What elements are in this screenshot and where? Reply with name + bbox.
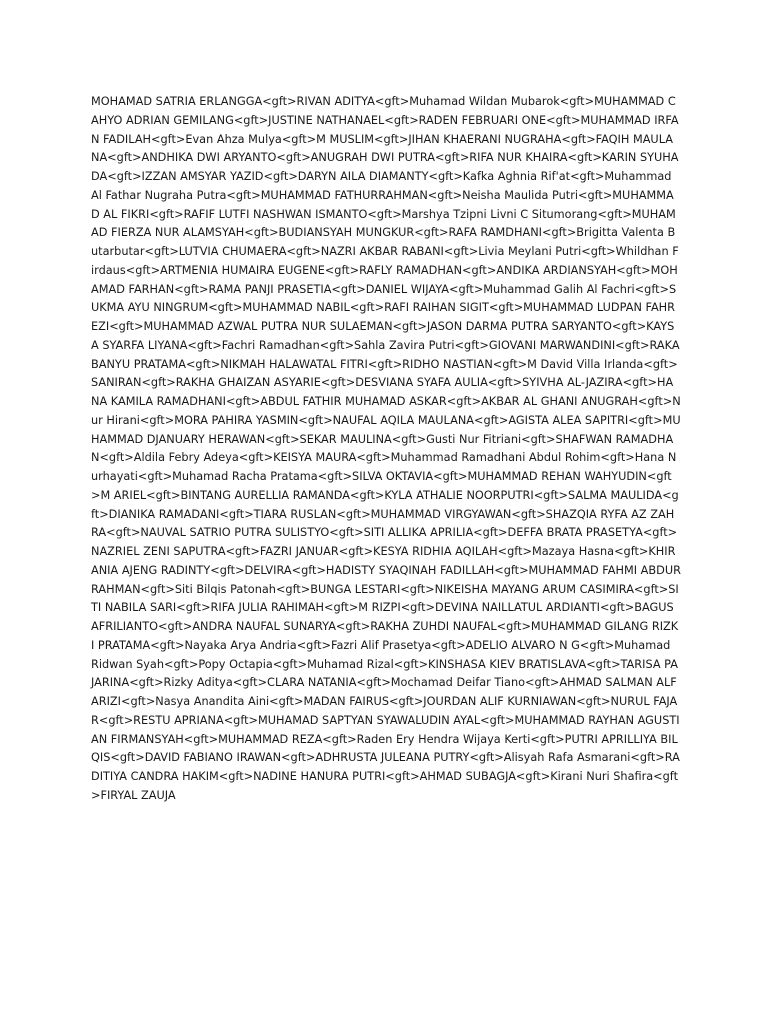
name-list-paragraph: MOHAMAD SATRIA ERLANGGA<gft>RIVAN ADITYA<gft>Muhamad Wildan Mubarok<gft>MUHAMMAD CAHYO ADRIAN GEMILANG<gft>JUSTINE NATHANAEL<gft>RADEN FEBRUARI ONE<gft>MUHAMMAD IRFAN FADILAH<gft>Evan Ahza Mulya<gft>M MUSLIM<gft>JIHAN KHAERANI NUGRAHA<gft>FAQIH MAULANA<gft>ANDHIKA DWI ARYANTO<gft>ANUGRAH DWI PUTRA<gft>RIFA NUR KHAIRA<gft>KARIN SYUHADA<gft>IZZAN AMSYAR YAZID<gft>DARYN AILA DIAMANTY<gft>Kafka Aghnia Rif'at<gft>Muhammad Al Fathar Nugraha Putra<gft>MUHAMMAD FATHURRAHMAN<gft>Neisha Maulida Putri<gft>MUHAMMAD AL FIKRI<gft>RAFIF LUTFI NASHWAN ISMANTO<gft>Marshya Tzipni Livni C Situmorang<gft>MUHAMAD FIERZA NUR ALAMSYAH<gft>BUDIANSYAH MUNGKUR<gft>RAFA RAMDHANI<gft>Brigitta Valenta Butarbutar<gft>LUTVIA CHUMAERA<gft>NAZRI AKBAR RABANI<gft>Livia Meylani Putri<gft>Whildhan Firdaus<gft>ARTMENIA HUMAIRA EUGENE<gft>RAFLY RAMADHAN<gft>ANDIKA ARDIANSYAH<gft>MOHAMAD FARHAN<gft>RAMA PANJI PRASETIA<gft>DANIEL WIJAYA<gft>Muhammad Galih Al Fachri<gft>SUKMA AYU NINGRUM<gft>MUHAMMAD NABIL<gft>RAFI RAIHAN SIGIT<gft>MUHAMMAD LUDPAN FAHREZI<gft>MUHAMMAD AZWAL PUTRA NUR SULAEMAN<gft>JASON DARMA PUTRA SARYANTO<gft>KAYSA SYARFA LIYANA<gft>Fachri Ramadhan<gft>Sahla Zavira Putri<gft>GIOVANI MARWANDINI<gft>RAKA BANYU PRATAMA<gft>NIKMAH HALAWATAL FITRI<gft>RIDHO NASTIAN<gft>M David Villa Irlanda<gft>SANIRAN<gft>RAKHA GHAIZAN ASYARIE<gft>DESVIANA SYAFA AULIA<gft>SYIVHA AL-JAZIRA<gft>HANA KAMILA RAMADHANI<gft>ABDUL FATHIR MUHAMAD ASKAR<gft>AKBAR AL GHANI ANUGRAH<gft>Nur Hirani<gft>MORA PAHIRA YASMIN<gft>NAUFAL AQILA MAULANA<gft>AGISTA ALEA SAPITRI<gft>MUHAMMAD DJANUARY HERAWAN<gft>SEKAR MAULINA<gft>Gusti Nur Fitriani<gft>SHAFWAN RAMADHAN<gft>Aldila Febry Adeya<gft>KEISYA MAURA<gft>Muhammad Ramadhani Abdul Rohim<gft>Hana Nurhayati<gft>Muhamad Racha Pratama<gft>SILVA OKTAVIA<gft>MUHAMMAD REHAN WAHYUDIN<gft>M ARIEL<gft>BINTANG AURELLIA RAMANDA<gft>KYLA ATHALIE NOORPUTRI<gft>SALMA MAULIDA<gft>DIANIKA RAMADANI<gft>TIARA RUSLAN<gft>MUHAMMAD VIRGYAWAN<gft>SHAZQIA RYFA AZ ZAHRA<gft>NAUVAL SATRIO PUTRA SULISTYO<gft>SITI ALLIKA APRILIA<gft>DEFFA BRATA PRASETYA<gft>NAZRIEL ZENI SAPUTRA<gft>FAZRI JANUAR<gft>KESYA RIDHIA AQILAH<gft>Mazaya Hasna<gft>KHIRANIA AJENG RADINTY<gft>DELVIRA<gft>HADISTY SYAQINAH FADILLAH<gft>MUHAMMAD FAHMI ABDURRAHMAN<gft>Siti Bilqis Patonah<gft>BUNGA LESTARI<gft>NIKEISHA MAYANG ARUM CASIMIRA<gft>SITI NABILA SARI<gft>RIFA JULIA RAHIMAH<gft>M RIZPI<gft>DEVINA NAILLATUL ARDIANTI<gft>BAGUS AFRILIANTO<gft>ANDRA NAUFAL SUNARYA<gft>RAKHA ZUHDI NAUFAL<gft>MUHAMMAD GILANG RIZKI PRATAMA<gft>Nayaka Arya Andria<gft>Fazri Alif Prasetya<gft>ADELIO ALVARO N G<gft>Muhamad Ridwan Syah<gft>Popy Octapia<gft>Muhamad Rizal<gft>KINSHASA KIEV BRATISLAVA<gft>TARISA PAJARINA<gft>Rizky Aditya<gft>CLARA NATANIA<gft>Mochamad Deifar Tiano<gft>AHMAD SALMAN ALFARIZI<gft>Nasya Anandita Aini<gft>MADAN FAIRUS<gft>JOURDAN ALIF KURNIAWAN<gft>NURUL FAJAR<gft>RESTU APRIANA<gft>MUHAMAD SAPTYAN SYAWALUDIN AYAL<gft>MUHAMMAD RAYHAN AGUSTIAN FIRMANSYAH<gft>MUHAMMAD REZA<gft>Raden Ery Hendra Wijaya Kerti<gft>PUTRI APRILLIYA BILQIS<gft>DAVID FABIANO IRAWAN<gft>ADHRUSTA JULEANA PUTRY<gft>Alisyah Rafa Asmarani<gft>RADITIYA CANDRA HAKIM<gft>NADINE HANURA PUTRI<gft>AHMAD SUBAGJA<gft>Kirani Nuri Shafira<gft>FIRYAL ZAUJA: [91, 95, 681, 802]
